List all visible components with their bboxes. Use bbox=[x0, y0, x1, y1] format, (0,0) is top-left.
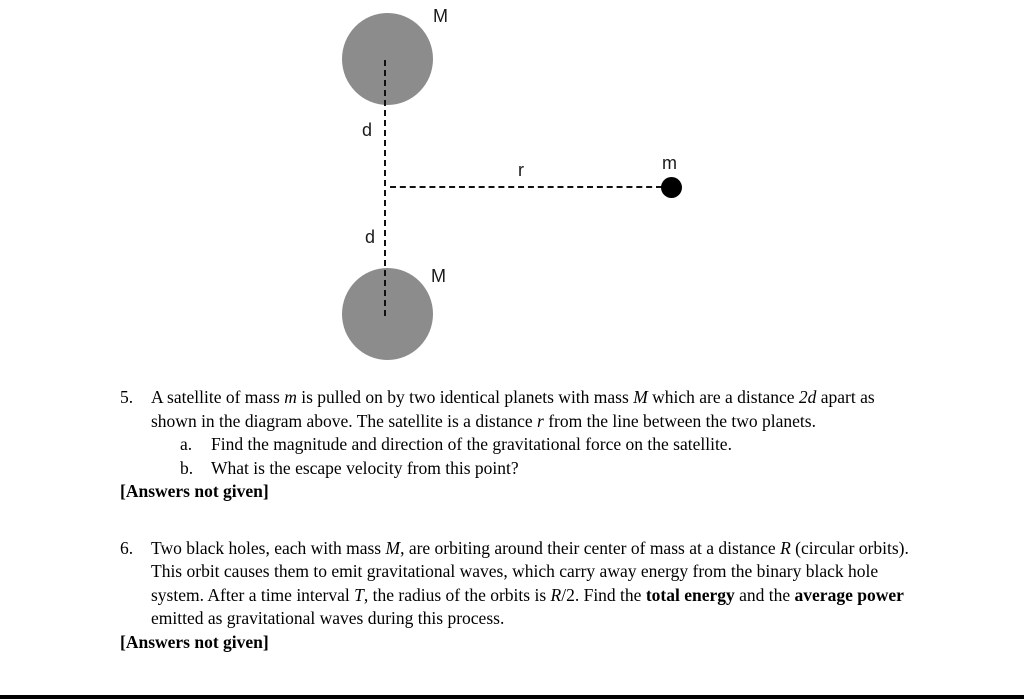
problem-5 bbox=[120, 386, 912, 504]
label-satellite-mass: m bbox=[662, 153, 677, 173]
problem-6-answers-note: [Answers not given] bbox=[120, 631, 269, 652]
vertical-dashed-line bbox=[384, 60, 386, 316]
label-distance-d-lower: d bbox=[365, 227, 376, 247]
problem-6-statement: Two black holes, each with mass M, are orbiting around their center of mass at a distance R (circular orbits). This orbit causes them to emit gravitational waves, which carry away energy from the binary black hole system. After a time interval T, the radius of the orbits is R/2. Find the total energy and the average power emitted as gravitational waves during this process. bbox=[151, 537, 909, 628]
problems-section bbox=[120, 386, 912, 654]
subitem-a-label: a. bbox=[180, 434, 193, 454]
problem-6-number: 6. bbox=[120, 537, 134, 558]
satellite-dot bbox=[661, 177, 682, 198]
problem-5-statement: A satellite of mass m is pulled on by two identical planets with mass M which are a distance 2d apart as shown in the diagram above. The satellite is a distance r from the line between the two planets. bbox=[151, 387, 875, 431]
label-mass-top: M bbox=[433, 6, 448, 26]
problem-5-statement-row bbox=[120, 386, 912, 433]
problem-6 bbox=[120, 537, 912, 655]
problem-6-statement-row bbox=[120, 537, 912, 631]
planet-top-circle bbox=[342, 13, 433, 105]
subitem-b-text: What is the escape velocity from this point? bbox=[211, 457, 519, 478]
subitem-a-text: Find the magnitude and direction of the gravitational force on the satellite. bbox=[211, 434, 732, 454]
label-distance-d-upper: d bbox=[362, 120, 373, 140]
problem-5-number: 5. bbox=[120, 387, 134, 407]
label-mass-bottom: M bbox=[431, 266, 446, 286]
planet-bottom-circle bbox=[342, 268, 433, 360]
horizontal-dashed-line bbox=[390, 186, 662, 188]
problem-5-answers-note: [Answers not given] bbox=[120, 481, 269, 501]
label-distance-r: r bbox=[518, 160, 524, 180]
problem-5-subitem-b bbox=[180, 457, 912, 481]
subitem-b-label: b. bbox=[180, 457, 194, 478]
page-bottom-edge bbox=[0, 695, 1024, 699]
problem-5-subitem-a bbox=[180, 433, 912, 457]
problem-5-subitems bbox=[180, 433, 912, 480]
